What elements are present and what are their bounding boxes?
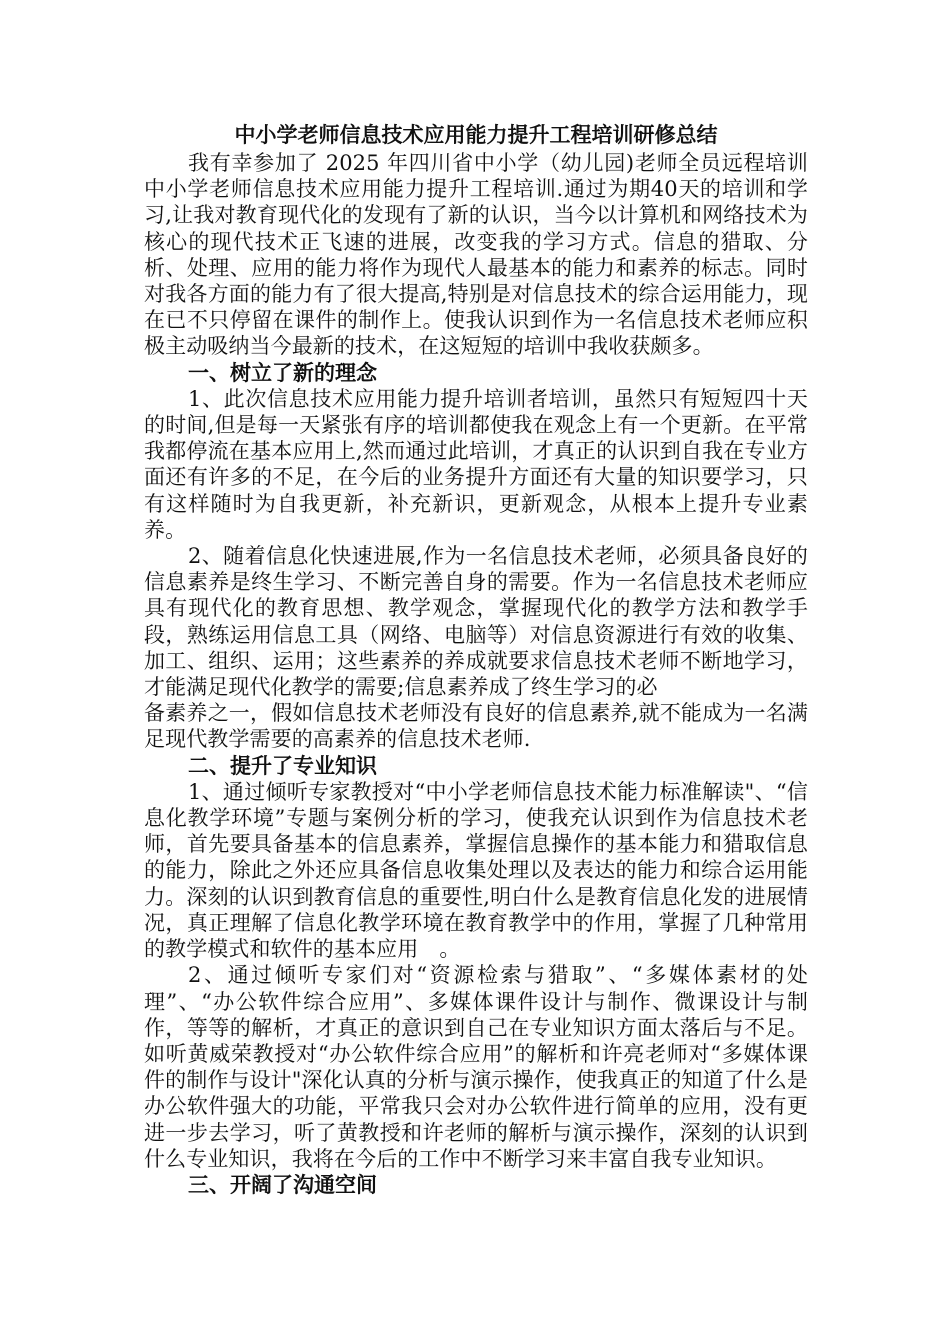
intro-paragraph: 我有幸参加了 2025 年四川省中小学（幼儿园)老师全员远程培训中小学老师信息技术应用能力提升工程培训.通过为期40天的培训和学习,让我对教育现代化的发现有了新的认识，当今以计算机和网络技术为核心的现代技术正飞速的进展，改变我的学习方式。信息的猎取、分析、处理、应用的能力将作为现代人最基本的能力和素养的标志。同时对我各方面的能力有了很大提高,特别是对信息技术的综合运用能力，现在已不只停留在课件的制作上。使我认识到作为一名信息技术老师应积极主动吸纳当今最新的技术，在这短短的培训中我收获颇多。 bbox=[144, 151, 808, 359]
section-2-paragraph-1: 1、通过倾听专家教授对“中小学老师信息技术能力标准解读"、“信息化教学环境”专题与案例分析的学习，使我充认识到作为信息技术老师，首先要具备基本的信息素养，掌握信息操作的基本能力和猎取信息的能力，除此之外还应具备信息收集处理以及表达的能力和综合运用能力。深刻的认识到教育信息的重要性,明白什么是教育信息化发的进展情况，真正理解了信息化教学环境在教育教学中的作用，掌握了几种常用的教学模式和软件的基本应用 。 bbox=[144, 779, 808, 962]
section-2-paragraph-2: 2、通过倾听专家们对“资源检索与猎取”、“多媒体素材的处理”、“办公软件综合应用”、多媒体课件设计与制作、微课设计与制作，等等的解析，才真正的意识到自己在专业知识方面太落后与不足。如听黄威荣教授对“办公软件综合应用”的解析和许亮老师对“多媒体课件的制作与设计"深化认真的分析与演示操作，使我真正的知道了什么是办公软件强大的功能，平常我只会对办公软件进行简单的应用，没有更进一步去学习，听了黄教授和许老师的解析与演示操作，深刻的认识到什么专业知识，我将在今后的工作中不断学习来丰富自我专业知识。 bbox=[144, 963, 808, 1171]
section-1-paragraph-2: 2、随着信息化快速进展,作为一名信息技术老师，必须具备良好的信息素养是终生学习、不断完善自身的需要。作为一名信息技术老师应具有现代化的教育思想、教学观念，掌握现代化的教学方法和教学手段，熟练运用信息工具（网络、电脑等）对信息资源进行有效的收集、加工、组织、运用；这些素养的养成就要求信息技术老师不断地学习，才能满足现代化教学的需要;信息素养成了终生学习的必 bbox=[144, 544, 808, 700]
section-3-heading: 三、开阔了沟通空间 bbox=[188, 1171, 377, 1197]
document-title: 中小学老师信息技术应用能力提升工程培训研修总结 bbox=[234, 122, 718, 147]
section-1-heading: 一、树立了新的理念 bbox=[188, 359, 377, 385]
section-1-paragraph-1: 1、此次信息技术应用能力提升培训者培训，虽然只有短短四十天的时间,但是每一天紧张有序的培训都使我在观念上有一个更新。在平常我都停流在基本应用上,然而通过此培训，才真正的认识到自我在专业方面还有许多的不足，在今后的业务提升方面还有大量的知识要学习，只有这样随时为自我更新，补充新识，更新观念，从根本上提升专业素养。 bbox=[144, 386, 808, 542]
document-page bbox=[144, 120, 808, 1198]
section-2-heading: 二、提升了专业知识 bbox=[188, 752, 377, 778]
section-1-paragraph-2-continued: 备素养之一，假如信息技术老师没有良好的信息素养,就不能成为一名满足现代教学需要的高素养的信息技术老师. bbox=[144, 701, 808, 752]
